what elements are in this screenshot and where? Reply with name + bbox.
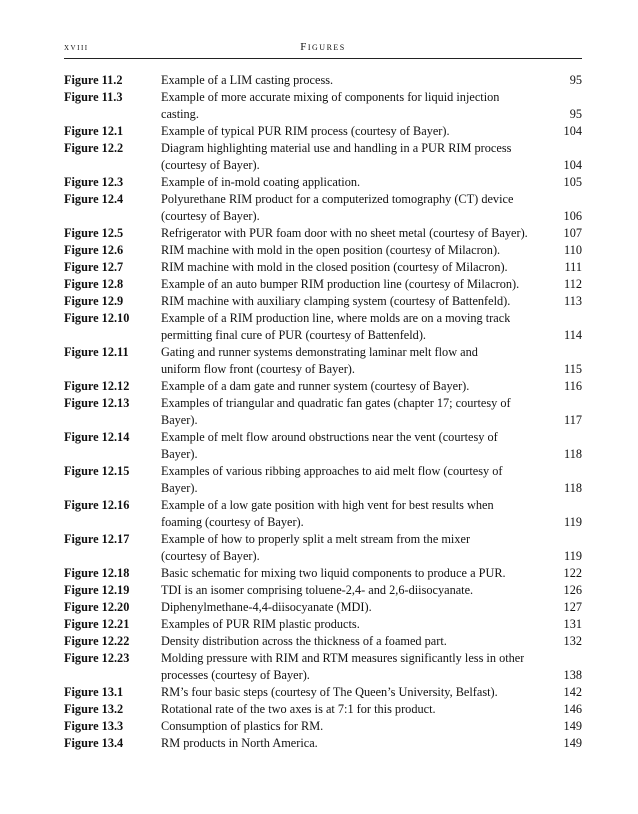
page-ref: 110 [564, 243, 582, 257]
figure-caption-line: Example of typical PUR RIM process (courtesy of Bayer). [161, 124, 450, 138]
page-ref: 116 [564, 379, 582, 393]
figure-caption-line: RIM machine with auxiliary clamping system (courtesy of Battenfeld). [161, 294, 511, 308]
list-item [64, 565, 582, 582]
figure-label: Figure 12.18 [64, 566, 130, 580]
figure-label: Figure 13.3 [64, 719, 124, 733]
figure-label: Figure 12.20 [64, 600, 130, 614]
figure-caption-line: Example of a RIM production line, where molds are on a moving track [161, 311, 511, 325]
list-item [64, 89, 582, 123]
page-ref: 114 [564, 328, 582, 342]
page-ref: 111 [564, 260, 582, 274]
page-ref: 107 [563, 226, 582, 240]
list-of-figures [64, 72, 582, 752]
page-ref: 118 [564, 481, 582, 495]
list-item [64, 72, 582, 89]
page-ref: 119 [564, 549, 582, 563]
figure-label: Figure 12.13 [64, 396, 130, 410]
list-item [64, 276, 582, 293]
figure-caption-line: (courtesy of Bayer). [161, 549, 260, 563]
figure-caption-line: Example of a dam gate and runner system (courtesy of Bayer). [161, 379, 470, 393]
figure-caption-line: (courtesy of Bayer). [161, 209, 260, 223]
list-item [64, 429, 582, 463]
figure-label: Figure 12.23 [64, 651, 130, 665]
figure-caption-line: Diphenylmethane-4,4-diisocyanate (MDI). [161, 600, 372, 614]
page-ref: 117 [564, 413, 582, 427]
page-ref: 104 [563, 124, 582, 138]
figure-caption-line: Rotational rate of the two axes is at 7:1 for this product. [161, 702, 436, 716]
list-item [64, 531, 582, 565]
figure-label: Figure 12.14 [64, 430, 130, 444]
figure-caption-line: (courtesy of Bayer). [161, 158, 260, 172]
list-item [64, 344, 582, 378]
list-item [64, 633, 582, 650]
list-item [64, 191, 582, 225]
page-ref: 138 [563, 668, 582, 682]
list-item [64, 174, 582, 191]
figure-caption-line: casting. [161, 107, 199, 121]
figure-caption-line: Molding pressure with RIM and RTM measures significantly less in other [161, 651, 525, 665]
figure-caption-line: Diagram highlighting material use and handling in a PUR RIM process [161, 141, 512, 155]
figure-label: Figure 12.7 [64, 260, 124, 274]
figure-label: Figure 11.3 [64, 90, 123, 104]
figure-caption-line: uniform flow front (courtesy of Bayer). [161, 362, 355, 376]
figure-caption-line: Bayer). [161, 413, 198, 427]
figure-caption-line: Consumption of plastics for RM. [161, 719, 324, 733]
figure-caption-line: Examples of various ribbing approaches to aid melt flow (courtesy of [161, 464, 503, 478]
list-item [64, 123, 582, 140]
figure-label: Figure 12.11 [64, 345, 129, 359]
list-item [64, 395, 582, 429]
list-item [64, 599, 582, 616]
figure-caption-line: RIM machine with mold in the open position (courtesy of Milacron). [161, 243, 501, 257]
figure-label: Figure 12.16 [64, 498, 130, 512]
figure-caption-line: Example of a LIM casting process. [161, 73, 334, 87]
page-ref: 95 [569, 73, 582, 87]
figure-caption-line: Example of a low gate position with high vent for best results when [161, 498, 494, 512]
page-ref: 105 [563, 175, 582, 189]
list-item [64, 310, 582, 344]
list-item [64, 701, 582, 718]
page-ref: 146 [563, 702, 582, 716]
figure-caption-line: Bayer). [161, 481, 198, 495]
running-header [64, 38, 582, 59]
list-item [64, 735, 582, 752]
figure-caption-line: foaming (courtesy of Bayer). [161, 515, 304, 529]
page-ref: 104 [563, 158, 582, 172]
list-item [64, 616, 582, 633]
figure-label: Figure 12.4 [64, 192, 124, 206]
figure-label: Figure 12.19 [64, 583, 130, 597]
list-item [64, 140, 582, 174]
figure-label: Figure 12.12 [64, 379, 130, 393]
page-ref: 106 [563, 209, 582, 223]
list-item [64, 650, 582, 684]
list-item [64, 242, 582, 259]
page-ref: 95 [569, 107, 582, 121]
page-ref: 149 [563, 736, 582, 750]
page-ref: 113 [564, 294, 582, 308]
figure-label: Figure 11.2 [64, 73, 123, 87]
figure-label: Figure 12.10 [64, 311, 130, 325]
list-item [64, 259, 582, 276]
figure-label: Figure 13.1 [64, 685, 124, 699]
list-item [64, 582, 582, 599]
page-ref: 122 [563, 566, 582, 580]
figure-caption-line: Example of how to properly split a melt stream from the mixer [161, 532, 471, 546]
figure-label: Figure 12.2 [64, 141, 124, 155]
figure-label: Figure 13.2 [64, 702, 124, 716]
figure-label: Figure 12.22 [64, 634, 130, 648]
figure-label: Figure 12.3 [64, 175, 124, 189]
list-item [64, 293, 582, 310]
list-item [64, 225, 582, 242]
page-number: xviii [64, 42, 89, 53]
list-item [64, 497, 582, 531]
figure-caption-line: Basic schematic for mixing two liquid components to produce a PUR. [161, 566, 506, 580]
figure-caption-line: RM products in North America. [161, 736, 318, 750]
figure-caption-line: RIM machine with mold in the closed position (courtesy of Milacron). [161, 260, 508, 274]
page-ref: 131 [563, 617, 582, 631]
page-ref: 112 [564, 277, 582, 291]
figure-label: Figure 12.21 [64, 617, 130, 631]
figure-caption-line: Gating and runner systems demonstrating laminar melt flow and [161, 345, 478, 359]
page-ref: 142 [563, 685, 582, 699]
page-ref: 119 [564, 515, 582, 529]
figure-caption-line: Refrigerator with PUR foam door with no sheet metal (courtesy of Bayer). [161, 226, 528, 240]
page-ref: 126 [563, 583, 582, 597]
list-item [64, 684, 582, 701]
page-ref: 118 [564, 447, 582, 461]
page-ref: 149 [563, 719, 582, 733]
section-title: Figures [300, 41, 346, 53]
figure-label: Figure 12.8 [64, 277, 124, 291]
figure-caption-line: Polyurethane RIM product for a computerized tomography (CT) device [161, 192, 514, 206]
figure-caption-line: Examples of triangular and quadratic fan gates (chapter 17; courtesy of [161, 396, 511, 410]
list-item [64, 463, 582, 497]
figure-caption-line: Example of more accurate mixing of components for liquid injection [161, 90, 500, 104]
figure-caption-line: TDI is an isomer comprising toluene-2,4- and 2,6-diisocyanate. [161, 583, 474, 597]
figure-label: Figure 13.4 [64, 736, 124, 750]
figure-caption-line: Bayer). [161, 447, 198, 461]
figure-label: Figure 12.9 [64, 294, 124, 308]
figure-caption-line: permitting final cure of PUR (courtesy of Battenfeld). [161, 328, 426, 342]
figure-label: Figure 12.6 [64, 243, 124, 257]
figure-caption-line: Example of melt flow around obstructions near the vent (courtesy of [161, 430, 498, 444]
figure-label: Figure 12.1 [64, 124, 124, 138]
page-ref: 115 [564, 362, 582, 376]
figure-caption-line: processes (courtesy of Bayer). [161, 668, 310, 682]
figure-caption-line: Examples of PUR RIM plastic products. [161, 617, 360, 631]
figure-caption-line: RM’s four basic steps (courtesy of The Queen’s University, Belfast). [161, 685, 498, 699]
page-ref: 127 [563, 600, 582, 614]
figure-caption-line: Example of an auto bumper RIM production line (courtesy of Milacron). [161, 277, 520, 291]
list-item [64, 718, 582, 735]
figure-label: Figure 12.17 [64, 532, 130, 546]
figure-label: Figure 12.5 [64, 226, 124, 240]
figure-caption-line: Density distribution across the thickness of a foamed part. [161, 634, 447, 648]
page-ref: 132 [563, 634, 582, 648]
figure-label: Figure 12.15 [64, 464, 130, 478]
figure-caption-line: Example of in-mold coating application. [161, 175, 361, 189]
list-item [64, 378, 582, 395]
